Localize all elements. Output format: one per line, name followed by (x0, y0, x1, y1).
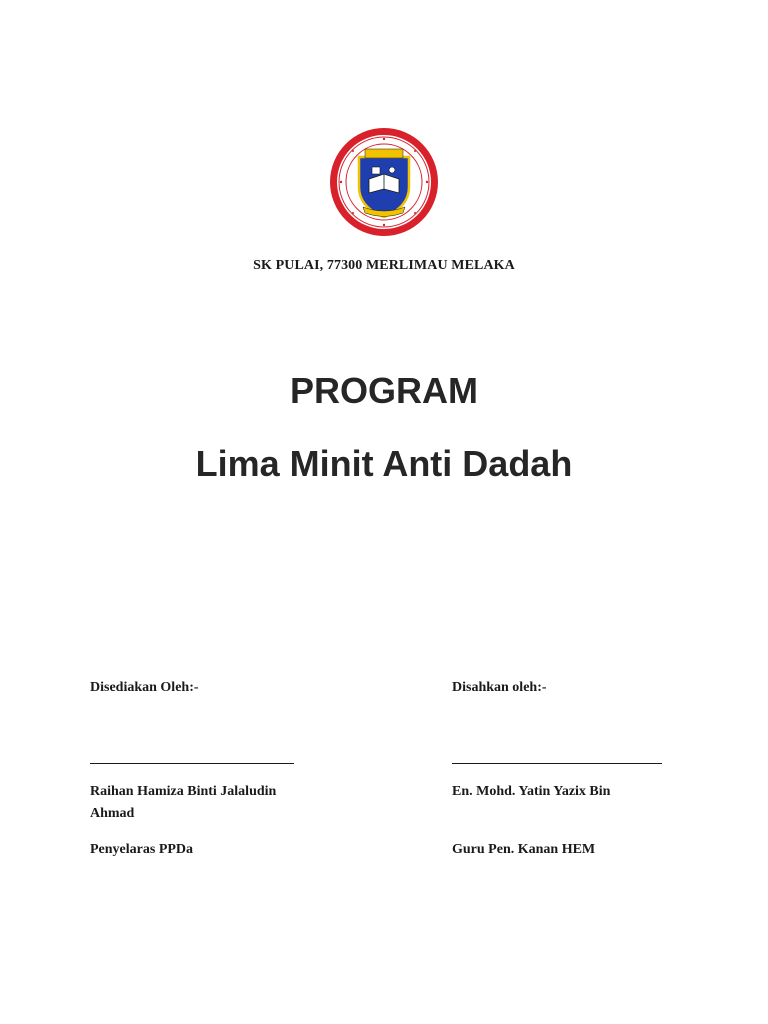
approved-by-name: En. Mohd. Yatin Yazix Bin (452, 784, 611, 799)
approved-by-label: Disahkan oleh:- (452, 680, 547, 695)
prepared-signature-line (90, 763, 294, 764)
prepared-by-position: Penyelaras PPDa (90, 842, 194, 857)
prepared-by-label: Disediakan Oleh:- (90, 680, 199, 695)
school-address: SK PULAI, 77300 MERLIMAU MELAKA (253, 258, 515, 273)
school-crest-icon (329, 127, 439, 237)
approved-signature-line (452, 763, 662, 764)
school-crest-logo (329, 127, 439, 237)
title-program-name: Lima Minit Anti Dadah (195, 443, 573, 484)
prepared-by-name: Raihan Hamiza Binti Jalaludin Ahmad (90, 784, 277, 821)
approved-by-position: Guru Pen. Kanan HEM (452, 842, 596, 857)
title-program: PROGRAM (290, 370, 478, 411)
